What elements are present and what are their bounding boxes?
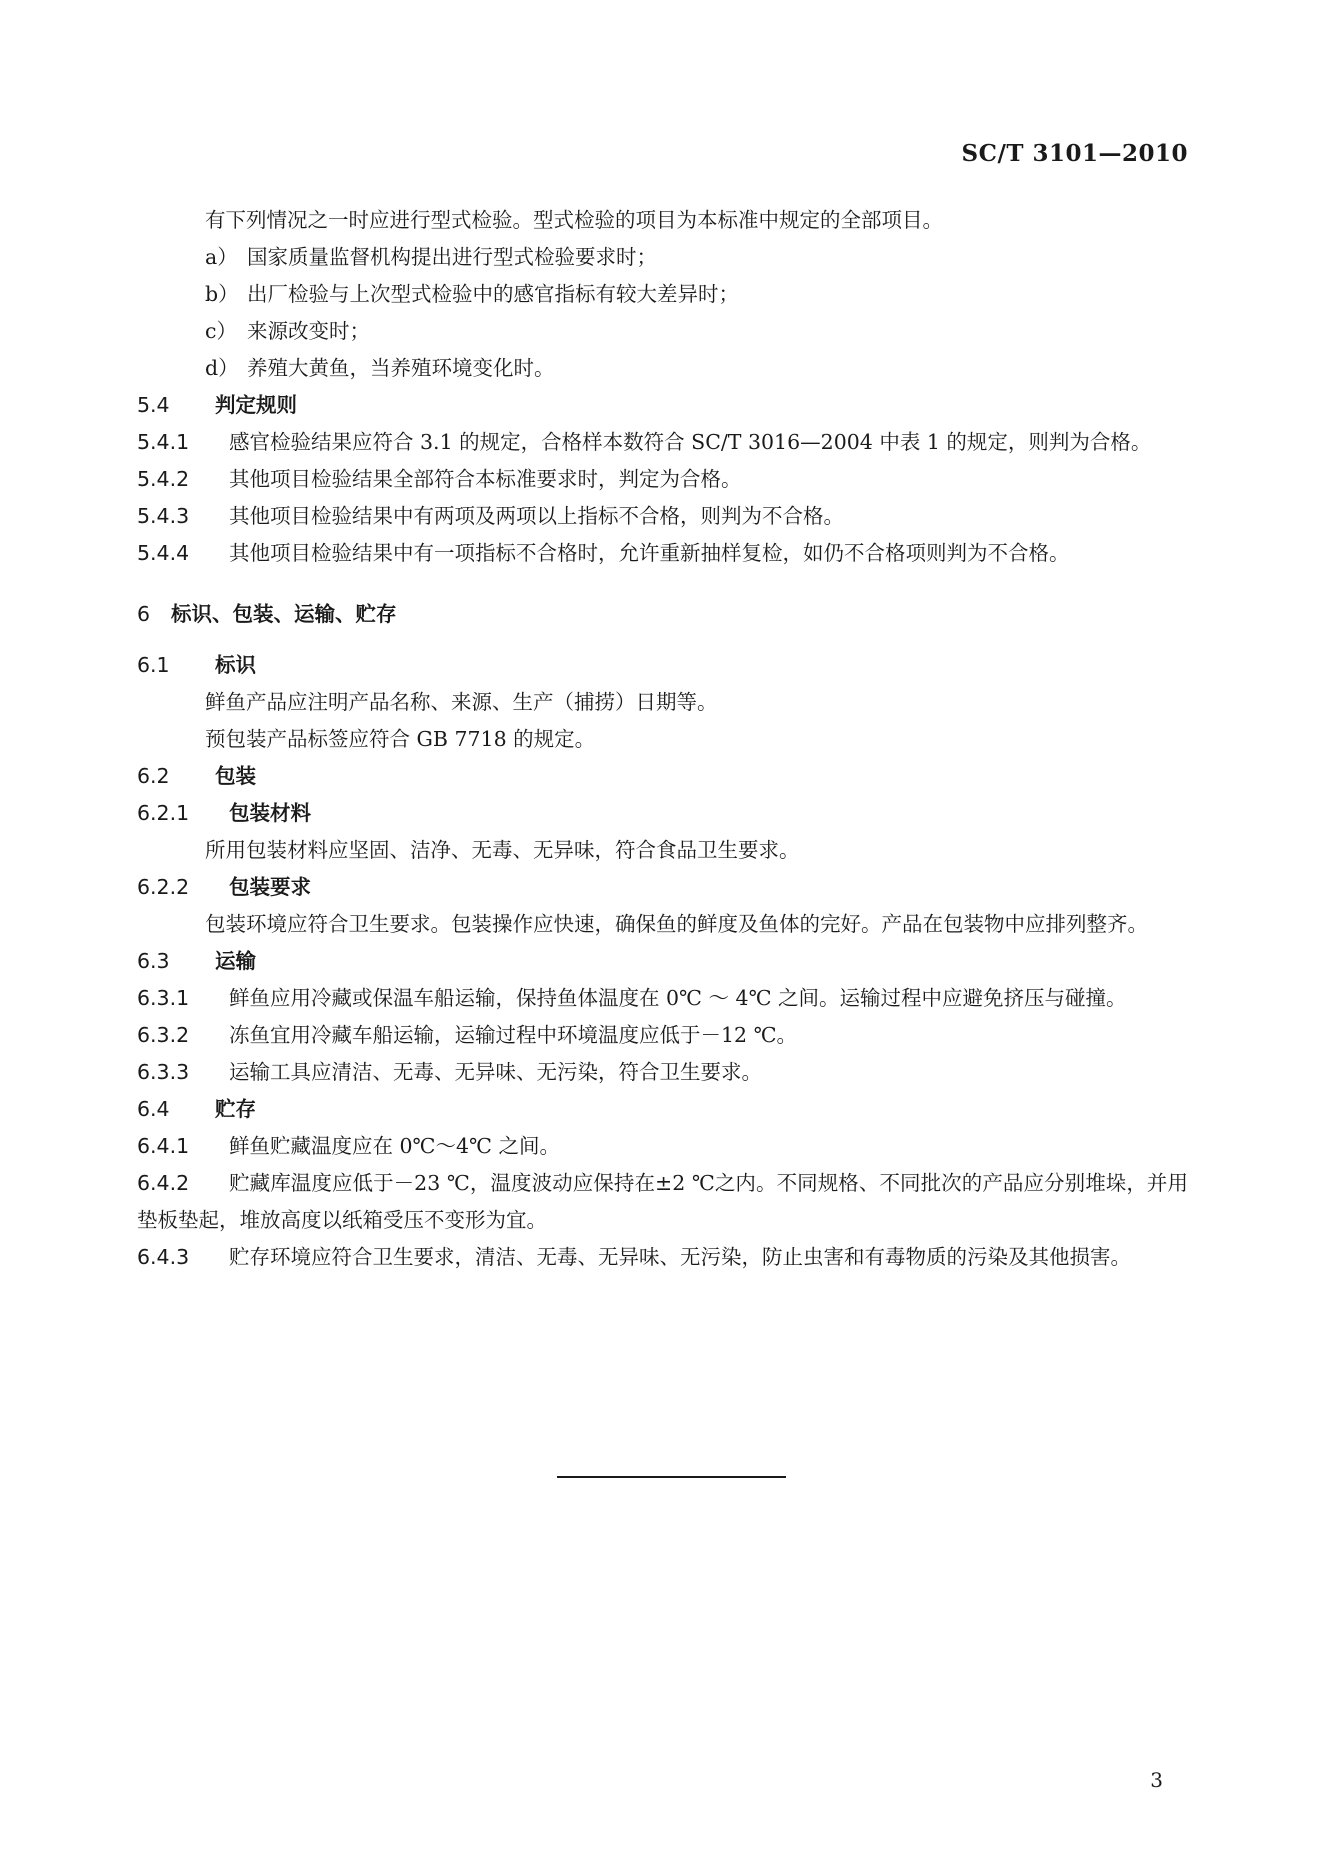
type-inspection-intro: 有下列情况之一时应进行型式检验。型式检验的项目为本标准中规定的全部项目。 <box>205 208 943 232</box>
clause-6-3-2: 6.3.2 冻鱼宜用冷藏车船运输，运输过程中环境温度应低于－12 ℃。 <box>137 1023 798 1047</box>
list-item: a） 国家质量监督机构提出进行型式检验要求时； <box>205 245 657 269</box>
clause-5-4-3: 5.4.3 其他项目检验结果中有两项及两项以上指标不合格，则判为不合格。 <box>137 504 844 528</box>
section-heading-5-4: 5.4 判定规则 <box>137 393 297 417</box>
clause-6-3-3: 6.3.3 运输工具应清洁、无毒、无异味、无污染，符合卫生要求。 <box>137 1060 762 1084</box>
paragraph: 所用包装材料应坚固、洁净、无毒、无异味，符合食品卫生要求。 <box>205 838 800 862</box>
end-rule <box>557 1476 786 1478</box>
clause-5-4-4: 5.4.4 其他项目检验结果中有一项指标不合格时，允许重新抽样复检，如仍不合格项则判为不合格。 <box>137 541 1070 565</box>
standard-code: SC/T 3101—2010 <box>961 140 1188 167</box>
section-heading-6-2-2: 6.2.2 包装要求 <box>137 875 311 899</box>
list-item: c） 来源改变时； <box>205 319 370 343</box>
clause-6-4-1: 6.4.1 鲜鱼贮藏温度应在 0℃～4℃ 之间。 <box>137 1134 560 1158</box>
section-heading-6-3: 6.3 运输 <box>137 949 256 973</box>
section-heading-6-2-1: 6.2.1 包装材料 <box>137 801 311 825</box>
clause-6-3-1: 6.3.1 鲜鱼应用冷藏或保温车船运输，保持鱼体温度在 0℃ ～ 4℃ 之间。运输过程中应避免挤压与碰撞。 <box>137 986 1127 1010</box>
clause-5-4-2: 5.4.2 其他项目检验结果全部符合本标准要求时，判定为合格。 <box>137 467 742 491</box>
section-heading-6-2: 6.2 包装 <box>137 764 256 788</box>
clause-6-4-2: 6.4.2 贮藏库温度应低于－23 ℃，温度波动应保持在±2 ℃之内。不同规格、不同批次的产品应分别堆垛，并用垫板垫起，堆放高度以纸箱受压不变形为宜。 <box>137 1171 1188 1232</box>
list-item: b） 出厂检验与上次型式检验中的感官指标有较大差异时； <box>205 282 739 306</box>
clause-6-4-3: 6.4.3 贮存环境应符合卫生要求，清洁、无毒、无异味、无污染，防止虫害和有毒物质的污染及其他损害。 <box>137 1245 1131 1269</box>
section-heading-6-1: 6.1 标识 <box>137 653 256 677</box>
list-item: d） 养殖大黄鱼，当养殖环境变化时。 <box>205 356 555 380</box>
paragraph: 鲜鱼产品应注明产品名称、来源、生产（捕捞）日期等。 <box>205 690 718 714</box>
section-heading-6-4: 6.4 贮存 <box>137 1097 256 1121</box>
section-heading-6: 6 标识、包装、运输、贮存 <box>137 602 397 626</box>
document-body <box>137 202 1188 1276</box>
page-number: 3 <box>1150 1768 1163 1792</box>
paragraph: 预包装产品标签应符合 GB 7718 的规定。 <box>205 727 596 751</box>
clause-5-4-1: 5.4.1 感官检验结果应符合 3.1 的规定，合格样本数符合 SC/T 3016—2004 中表 1 的规定，则判为合格。 <box>137 430 1152 454</box>
paragraph: 包装环境应符合卫生要求。包装操作应快速，确保鱼的鲜度及鱼体的完好。产品在包装物中应排列整齐。 <box>205 912 1148 936</box>
